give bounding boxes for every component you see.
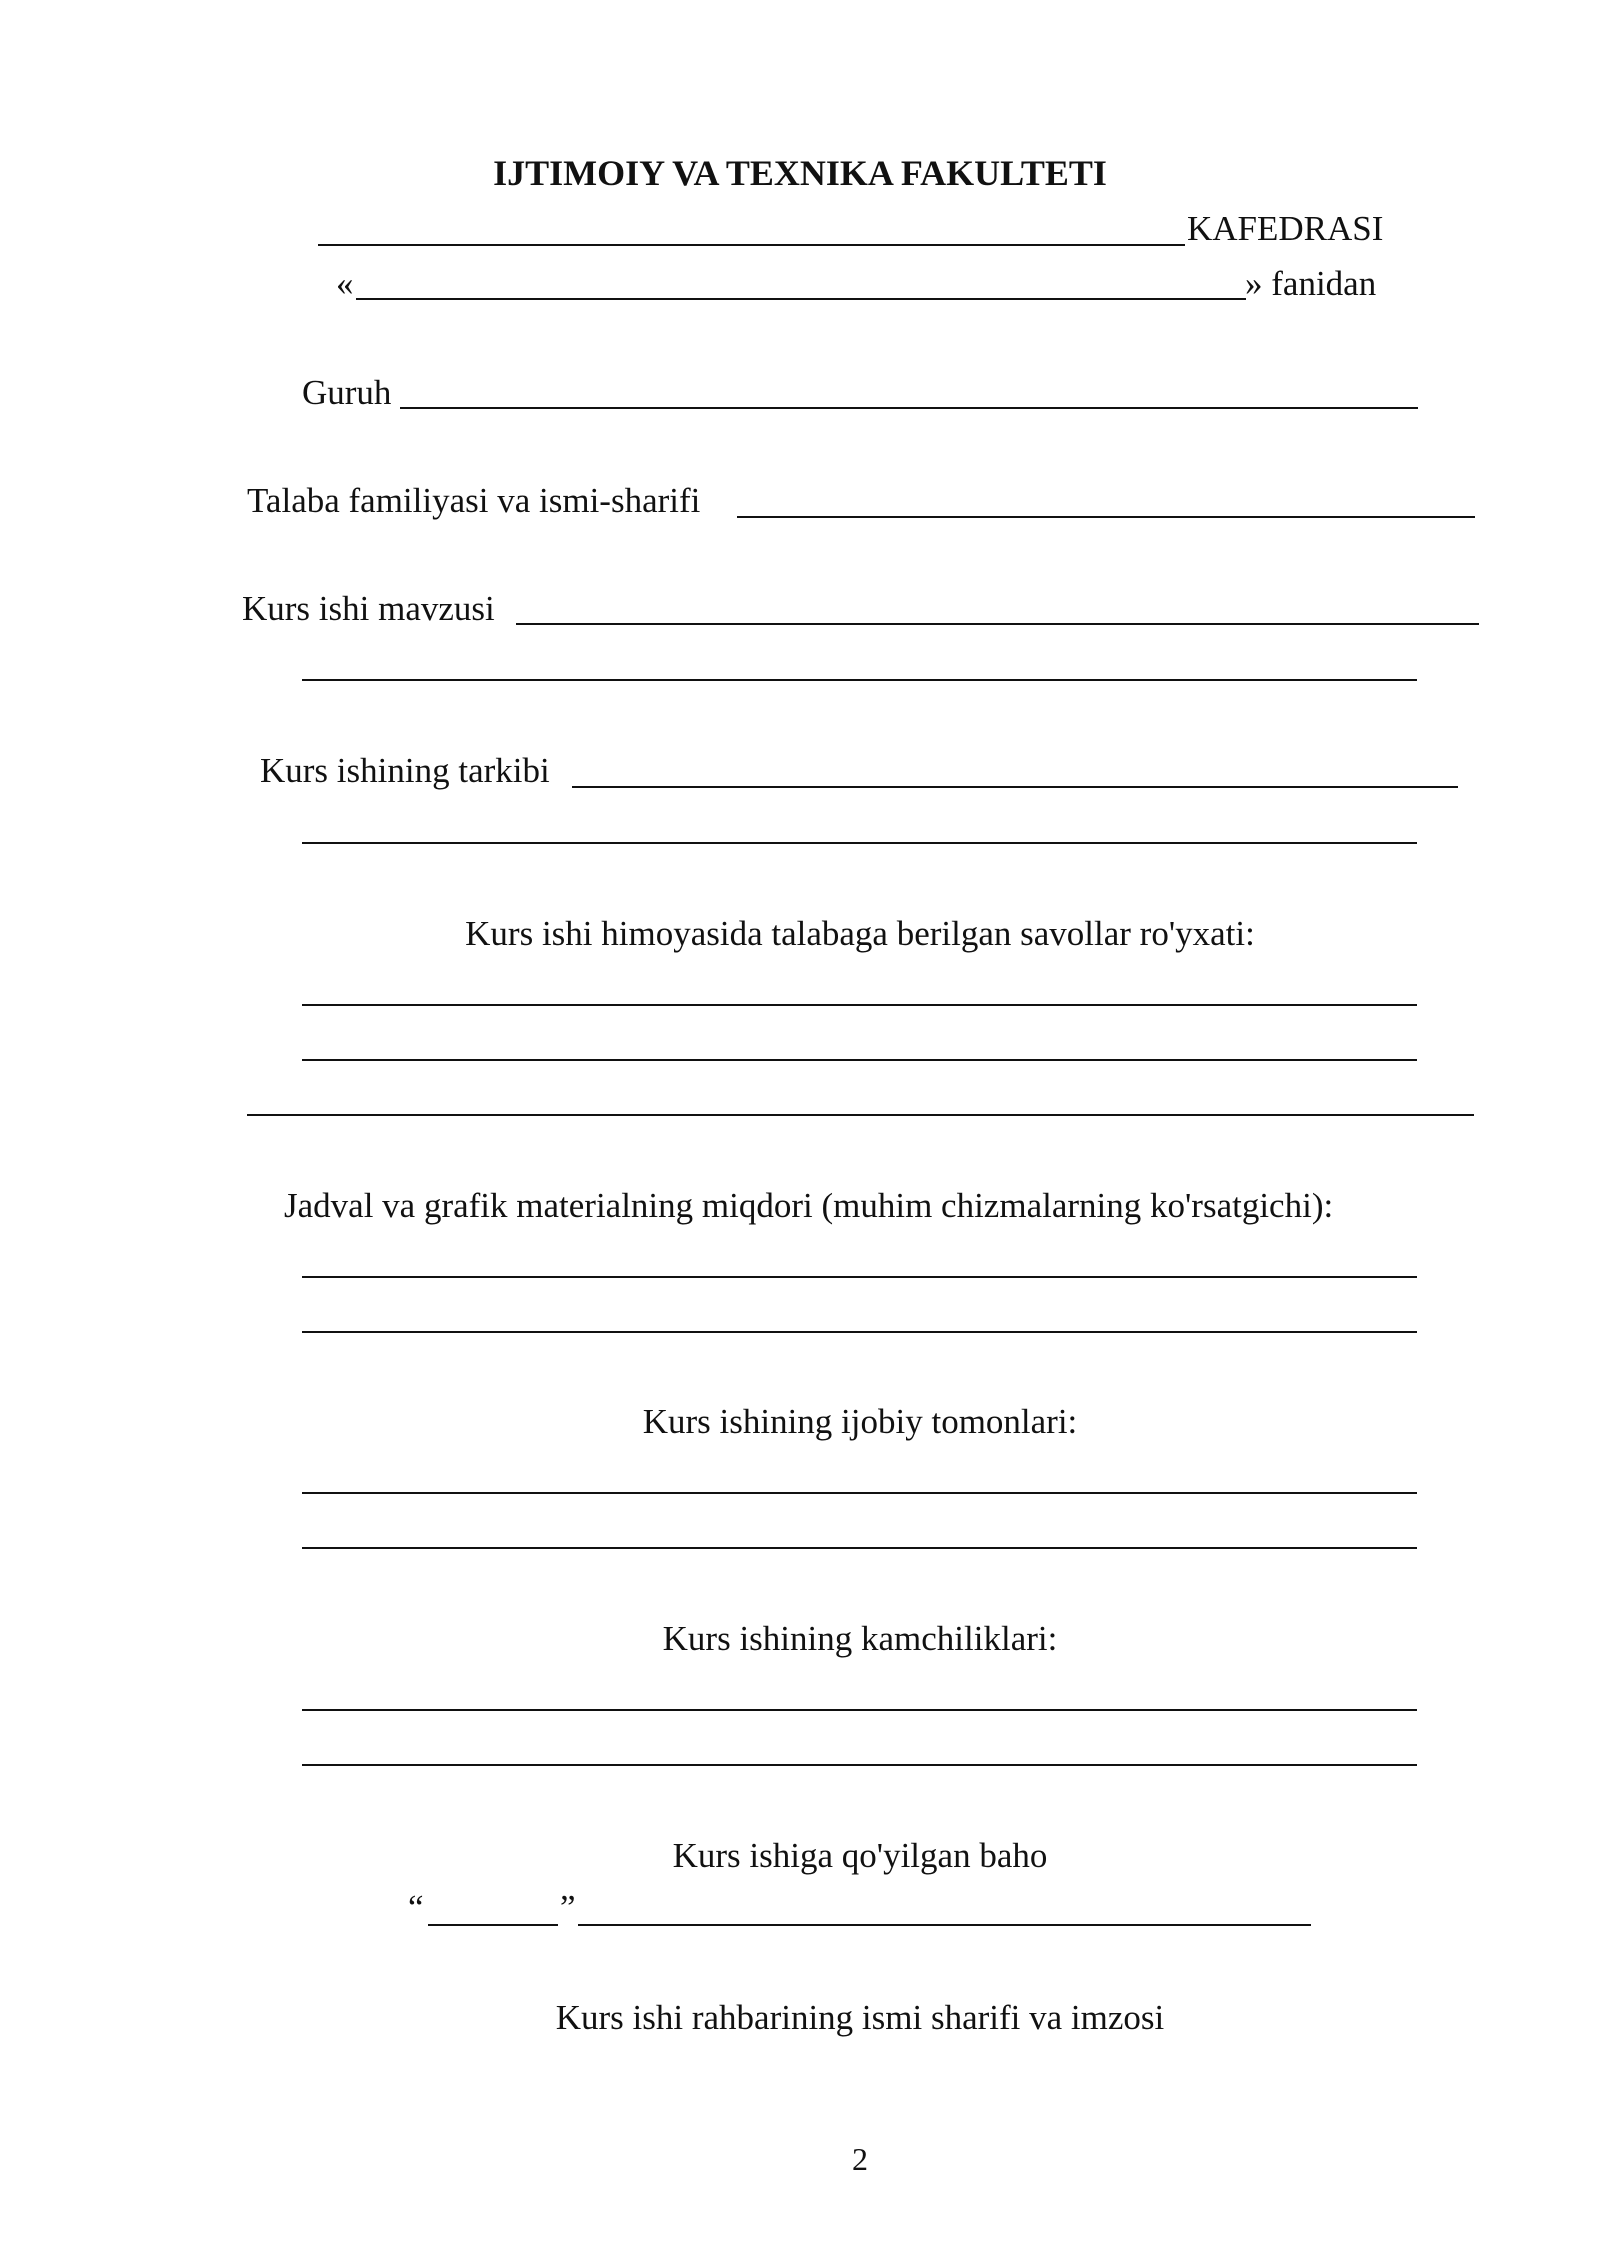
subject-open-quote: « [336,264,354,303]
group-blank-line[interactable] [400,407,1418,409]
questions-blank-line-3[interactable] [247,1114,1474,1116]
content-blank-line-1[interactable] [572,786,1458,788]
group-label: Guruh [302,373,392,412]
faculty-title: IJTIMOIY VA TEXNIKA FAKULTETI [493,153,1107,193]
supervisor-heading: Kurs ishi rahbarining ismi sharifi va imzosi [555,1998,1165,2037]
questions-heading: Kurs ishi himoyasida talabaga berilgan savollar ro'yxati: [465,914,1255,953]
topic-blank-line-1[interactable] [516,623,1479,625]
page-number: 2 [852,2141,868,2177]
grade-words-blank-line[interactable] [578,1924,1311,1926]
questions-blank-line-1[interactable] [302,1004,1417,1006]
content-blank-line-2[interactable] [302,842,1417,844]
student-name-label: Talaba familiyasi va ismi-sharifi [247,481,701,520]
student-name-blank-line[interactable] [737,516,1475,518]
topic-label: Kurs ishi mavzusi [242,589,495,628]
content-label: Kurs ishining tarkibi [260,751,550,790]
grade-value-blank[interactable] [428,1924,558,1926]
questions-blank-line-2[interactable] [302,1059,1417,1061]
positives-heading: Kurs ishining ijobiy tomonlari: [642,1402,1078,1441]
grade-close-quote: ” [560,1888,576,1927]
positives-blank-line-1[interactable] [302,1492,1417,1494]
materials-heading: Jadval va grafik materialning miqdori (muhim chizmalarning ko'rsatgichi): [284,1186,1334,1225]
grade-open-quote: “ [408,1888,424,1927]
subject-suffix: » fanidan [1245,264,1377,303]
department-suffix: KAFEDRASI [1187,209,1384,248]
negatives-blank-line-1[interactable] [302,1709,1417,1711]
negatives-heading: Kurs ishining kamchiliklari: [662,1619,1058,1658]
negatives-blank-line-2[interactable] [302,1764,1417,1766]
positives-blank-line-2[interactable] [302,1547,1417,1549]
materials-blank-line-1[interactable] [302,1276,1417,1278]
materials-blank-line-2[interactable] [302,1331,1417,1333]
topic-blank-line-2[interactable] [302,679,1417,681]
department-blank-line[interactable] [318,244,1185,246]
subject-blank-line[interactable] [356,298,1246,300]
grade-heading: Kurs ishiga qo'yilgan baho [672,1836,1048,1875]
